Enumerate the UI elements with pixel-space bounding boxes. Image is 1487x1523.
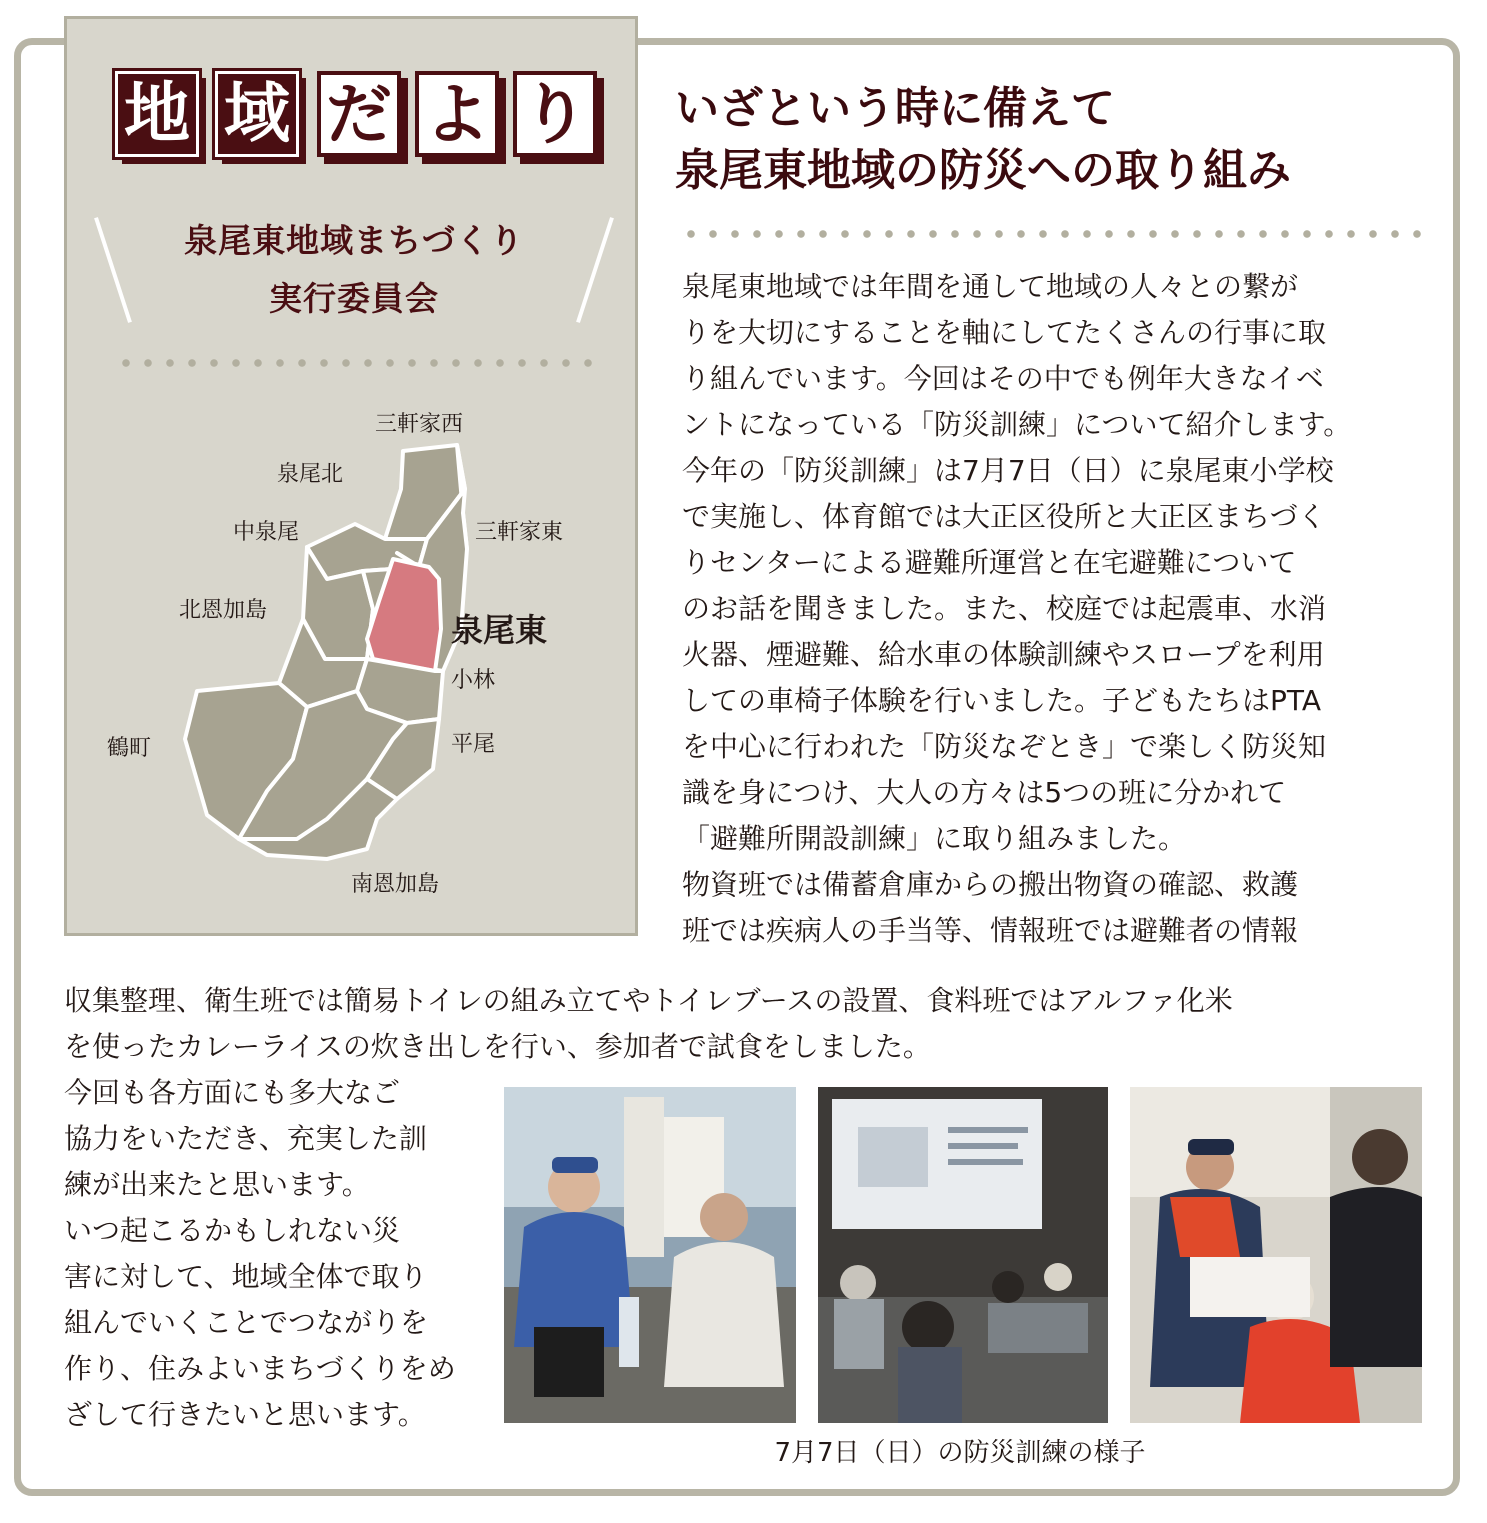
map-label-kita-onga: 北恩加島 (179, 598, 268, 623)
text-line: 泉尾東地域では年間を通して地域の人々との繋が (682, 270, 1299, 303)
text-line: 協力をいただき、充実した訓 (64, 1122, 427, 1155)
article-full-width-text (64, 978, 1464, 1070)
text-line: 収集整理、衛生班では簡易トイレの組み立てやトイレブースの設置、食料班ではアルファ化米 (64, 984, 1233, 1017)
text-line: を使ったカレーライスの炊き出しを行い、参加者で試食をしました。 (64, 1030, 931, 1063)
headline-divider (680, 230, 1428, 238)
title-char: 域 (215, 71, 299, 157)
map-label-sangenya-nishi: 三軒家西 (375, 412, 464, 437)
headline-line1: いざという時に備えて (675, 83, 1115, 134)
map-label-izuo-kita: 泉尾北 (277, 462, 344, 487)
article-headline (675, 78, 1465, 202)
text-line: 班では疾病人の手当等、情報班では避難者の情報 (682, 914, 1299, 947)
text-line: 今年の「防災訓練」は7月7日（日）に泉尾東小学校 (682, 454, 1334, 487)
map-label-tsurumachi: 鶴町 (107, 736, 152, 761)
text-line: 火器、煙避難、給水車の体験訓練やスロープを利用 (682, 638, 1325, 671)
map-label-sangenya-higashi: 三軒家東 (475, 520, 564, 545)
text-line: いつ起こるかもしれない災 (64, 1214, 401, 1247)
map-label-hirao: 平尾 (451, 732, 496, 757)
text-line: 害に対して、地域全体で取り (64, 1260, 428, 1293)
photo-first-aid (1130, 1087, 1422, 1423)
photo-water-extinguisher (504, 1087, 796, 1423)
map-label-izuo-higashi: 泉尾東 (451, 611, 548, 649)
text-line: 物資班では備蓄倉庫からの搬出物資の確認、救護 (682, 868, 1299, 901)
title-char: り (513, 71, 597, 157)
map-label-kobayashi: 小林 (451, 668, 496, 693)
photo-lecture-hall (818, 1087, 1108, 1423)
text-line: のお話を聞きました。また、校庭では起震車、水消 (682, 592, 1327, 625)
text-line: 練が出来たと思います。 (64, 1168, 370, 1201)
text-line: ざして行きたいと思います。 (64, 1398, 426, 1431)
text-line: 識を身につけ、大人の方々は5つの班に分かれて (682, 776, 1287, 809)
text-line: しての車椅子体験を行いました。子どもたちはPTA (682, 684, 1321, 717)
text-line: 作り、住みよいまちづくりをめ (64, 1352, 456, 1385)
article-closing-text (64, 1070, 484, 1438)
text-line: りを大切にすることを軸にしてたくさんの行事に取 (682, 316, 1327, 349)
text-line: 「避難所開設訓練」に取り組みました。 (682, 822, 1187, 855)
title-char: 地 (115, 71, 199, 157)
text-line: りセンターによる避難所運営と在宅避難について (682, 546, 1297, 579)
text-line: ントになっている「防災訓練」について紹介します。 (682, 408, 1352, 441)
headline-line2: 泉尾東地域の防災への取り組み (675, 145, 1291, 196)
article-column-text (682, 264, 1422, 954)
title-char: よ (415, 71, 499, 157)
text-line: 組んでいくことでつながりを (64, 1306, 429, 1339)
text-line: り組んでいます。今回はその中でも例年大きなイベ (682, 362, 1324, 395)
organization-line1: 泉尾東地域まちづくり (184, 221, 524, 260)
text-line: 今回も各方面にも多大なご (64, 1076, 401, 1109)
photo-caption: 7月7日（日）の防災訓練の様子 (774, 1438, 1146, 1468)
text-line: で実施し、体育館では大正区役所と大正区まちづく (682, 500, 1326, 533)
text-line: を中心に行われた「防災なぞとき」で楽しく防災知 (682, 730, 1327, 763)
info-panel (64, 16, 638, 936)
organization-line2: 実行委員会 (269, 279, 439, 318)
map-label-naka-izuo: 中泉尾 (233, 520, 300, 545)
map-label-minami-onga: 南恩加島 (351, 872, 440, 897)
title-char: だ (317, 71, 401, 157)
district-map (67, 19, 641, 939)
